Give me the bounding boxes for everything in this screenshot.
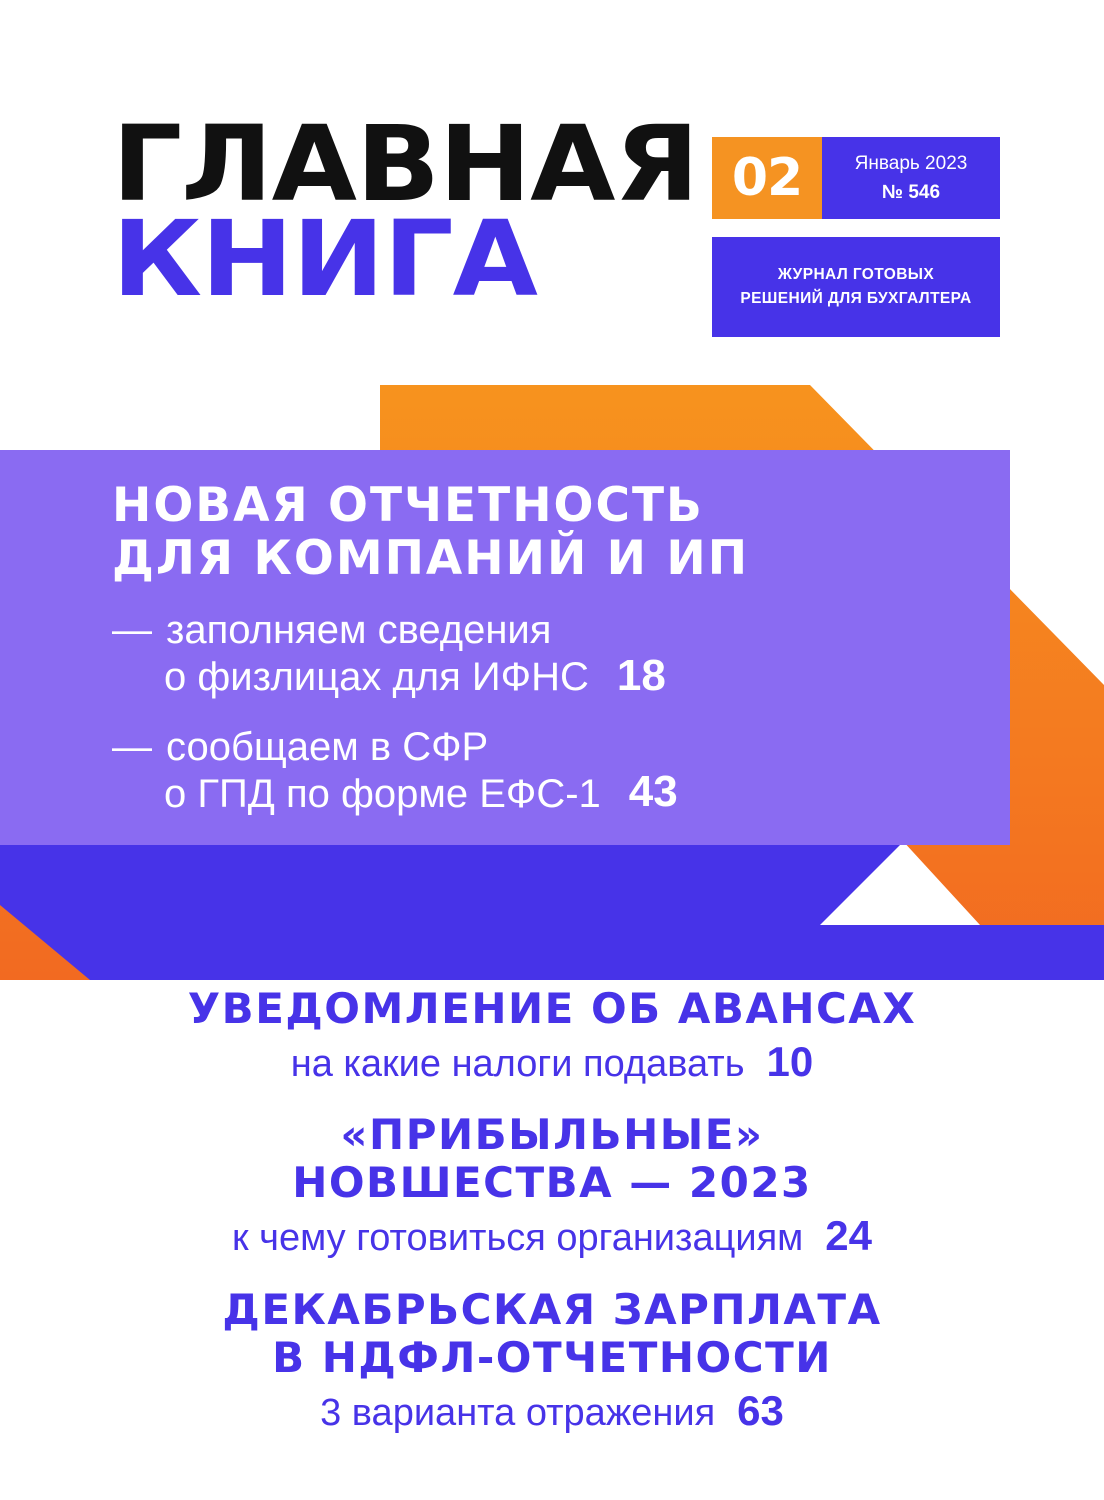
contents-entry-subtitle — [0, 1386, 1104, 1437]
contents-entry-subtitle-text: 3 варианта отражения — [320, 1391, 716, 1434]
issue-number: 02 — [712, 137, 822, 219]
contents-entry-subtitle — [0, 1037, 1104, 1088]
contents-entry-subtitle — [0, 1211, 1104, 1262]
contents-entry-page: 24 — [825, 1212, 873, 1260]
feature-text — [112, 480, 912, 818]
tagline-line-1: ЖУРНАЛ ГОТОВЫХ — [777, 266, 935, 283]
contents-entry-subtitle-text: на какие налоги подавать — [290, 1042, 745, 1085]
feature-banner — [0, 385, 1104, 980]
issue-info-block — [712, 137, 1000, 337]
feature-item-page: 18 — [616, 650, 666, 700]
contents-entry-page: 10 — [766, 1037, 814, 1085]
contents-entry-title-2: В НДФЛ-ОТЧЕТНОСТИ — [272, 1332, 832, 1382]
contents-list — [0, 985, 1104, 1460]
feature-item — [112, 607, 912, 701]
feature-item-dash: — — [112, 724, 152, 769]
contents-entry-title: «ПРИБЫЛЬНЫЕ» — [340, 1110, 764, 1160]
contents-entry-title-2: НОВШЕСТВА — 2023 — [292, 1158, 812, 1208]
contents-entry — [0, 1286, 1104, 1436]
contents-entry-page: 63 — [737, 1386, 784, 1434]
contents-entry-title: ДЕКАБРЬСКАЯ ЗАРПЛАТА — [222, 1284, 882, 1334]
issue-date-text: Январь 2023 — [854, 152, 968, 174]
feature-item-line-2: о физлицах для ИФНС — [164, 655, 589, 700]
issue-top-row — [712, 137, 1000, 219]
logo-line-2: КНИГА — [112, 198, 537, 321]
contents-entry-title: УВЕДОМЛЕНИЕ ОБ АВАНСАХ — [187, 984, 917, 1033]
contents-entry — [0, 985, 1104, 1087]
feature-item-line-2: о ГПД по форме ЕФС-1 — [164, 771, 601, 816]
feature-item-page: 43 — [628, 767, 678, 817]
feature-headline-2: ДЛЯ КОМПАНИЙ И ИП — [112, 530, 750, 586]
feature-headline-1: НОВАЯ ОТЧЕТНОСТЬ — [112, 478, 704, 533]
issue-code-text: № 546 — [881, 181, 941, 203]
contents-entry-subtitle-text: к чему готовиться организациям — [231, 1217, 804, 1260]
tagline-block — [712, 237, 1000, 337]
tagline-line-2: РЕШЕНИЙ ДЛЯ БУХГАЛТЕРА — [740, 290, 972, 307]
feature-item-line-1: сообщаем в СФР — [166, 724, 489, 769]
issue-date-block — [822, 137, 1000, 219]
feature-item-dash: — — [112, 608, 152, 653]
masthead — [112, 103, 1012, 330]
logo-line-1: ГЛАВНАЯ — [112, 103, 699, 225]
contents-entry — [0, 1111, 1104, 1261]
feature-item-line-1: заполняем сведения — [166, 608, 552, 653]
feature-item — [112, 724, 912, 818]
